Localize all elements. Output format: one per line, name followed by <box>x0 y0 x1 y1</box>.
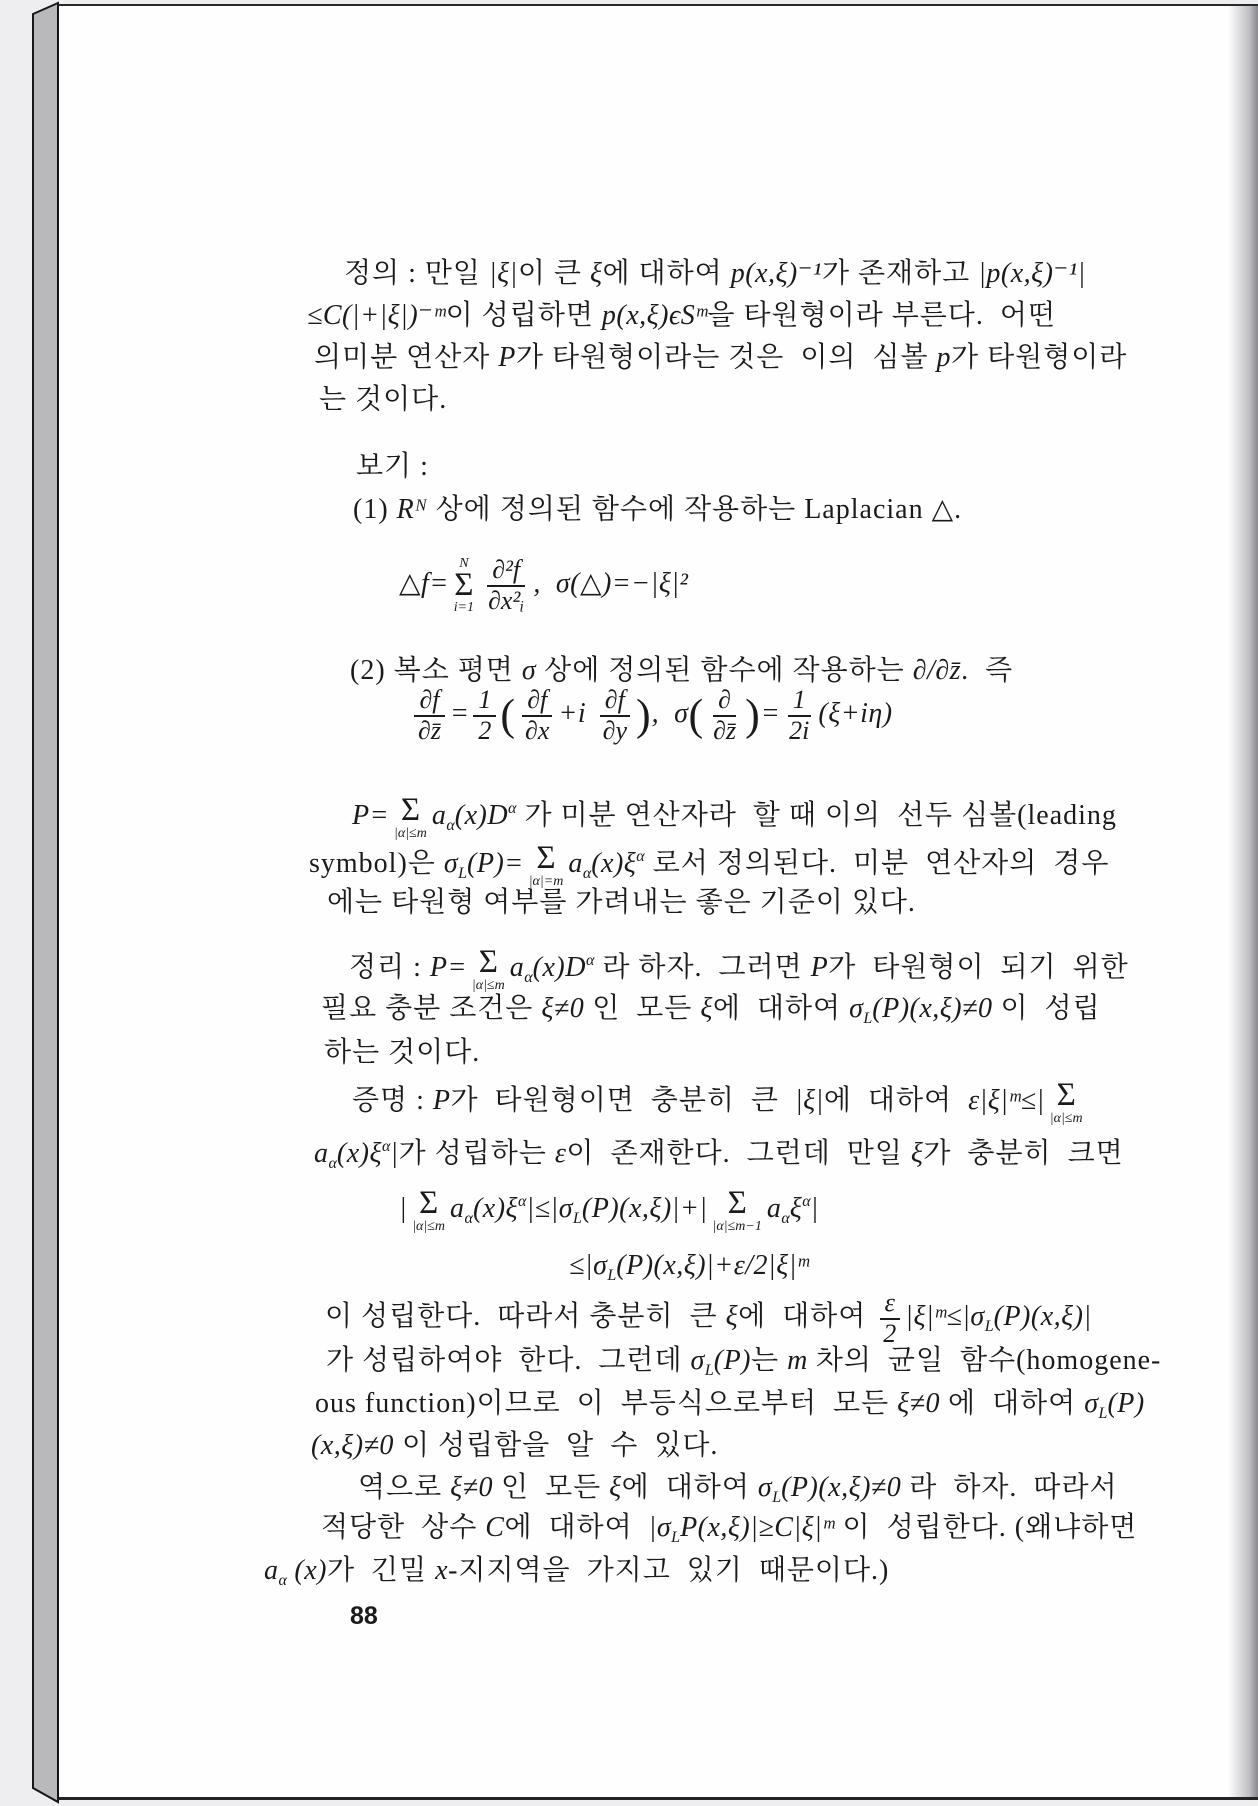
math-run: σ <box>521 655 537 686</box>
math-run: ξ <box>700 993 713 1024</box>
math-run: ∂/∂z̄ <box>912 655 962 686</box>
math-run: (P)(x,ξ)≠0 <box>781 1472 902 1503</box>
sum-lower-limit: |α|≤m <box>412 1218 446 1234</box>
math-sum <box>454 557 474 615</box>
fraction-numerator: ∂f <box>522 686 552 717</box>
math-run: (P)(x,ξ)|+ε/2|ξ|ᵐ <box>616 1250 810 1281</box>
proof-cont-line-2: 가 성립하여야 한다. 그런데 $\sigma_L(P)$는 m 차의 균일 함수(homogene- <box>326 1345 1162 1379</box>
math-subscript: L <box>1098 1405 1108 1422</box>
math-run: ξ≠0 <box>541 993 585 1024</box>
math-run: (P)(x,ξ)| <box>993 1301 1092 1333</box>
math-run: P= <box>352 800 389 831</box>
sigma-symbol: Σ <box>727 1185 747 1222</box>
examples-heading: 보기 : <box>356 451 429 482</box>
math-run: ξ≠0 <box>450 1472 494 1503</box>
fraction-denominator: ∂z̄ <box>418 715 441 745</box>
math-run: = <box>760 698 781 729</box>
fraction-numerator: ∂f <box>600 686 630 717</box>
fraction-numerator: ∂f <box>414 686 444 717</box>
math-run: | <box>810 1193 819 1224</box>
proof-cont-line-4: (x,ξ)≠0 이 성립함을 알 수 있다. <box>311 1430 719 1461</box>
fraction-numerator: 1 <box>788 686 811 717</box>
inequality-line-1 <box>399 1162 819 1242</box>
sum-lower-limit: i=1 <box>453 600 475 616</box>
math-fraction <box>708 686 741 745</box>
dbar-formula <box>409 674 893 754</box>
sigma-symbol: Σ <box>419 1185 439 1222</box>
math-run: a <box>264 1555 279 1586</box>
math-run: P(x,ξ)|≥C|ξ|ᵐ <box>680 1512 835 1543</box>
math-run: P <box>432 1085 451 1116</box>
math-run: a <box>766 1193 782 1224</box>
math-subscript: L <box>772 1489 782 1506</box>
definition-line-4: 는 것이다. <box>319 384 448 415</box>
inequality-line-2 <box>569 1242 809 1290</box>
math-run: |ξ| <box>488 258 518 289</box>
page-curl-shadow <box>1228 6 1258 1797</box>
math-superscript: α <box>508 800 517 817</box>
leading-symbol-line-2: symbol)은 $\sigma_L(P)=$ Σ |α|=m $a_\alpha(x)\xi^\alpha$ 로서 정의된다. 미분 연산자의 경우 <box>309 840 1110 889</box>
theorem-line-3: 하는 것이다. <box>324 1037 481 1068</box>
math-subscript: L <box>984 1318 994 1336</box>
fraction-denominator: ∂x <box>525 715 550 745</box>
sum-lower-limit: |α|≤m <box>471 977 505 993</box>
definition-line-3: 의미분 연산자 P가 타원형이라는 것은 이의 심볼 p가 타원형이라 <box>314 342 1128 373</box>
leading-symbol-line-1: P= Σ |α|≤m $a_\alpha(x)D^\alpha$ 가 미분 연산자라 할 때 이의 선두 심볼(leading <box>352 792 1117 841</box>
math-run: , σ(△)=−|ξ|² <box>533 568 689 599</box>
leading-symbol-line-3: 에는 타원형 여부를 가려내는 좋은 기준이 있다. <box>327 887 916 918</box>
math-subscript: α <box>464 1210 473 1227</box>
fraction-numerator: 1 <box>473 686 496 717</box>
math-run: ξ≠0 <box>897 1388 941 1419</box>
page-number: 88 <box>350 1602 378 1630</box>
math-run: p(x,ξ)⁻¹ <box>730 258 822 289</box>
math-run: (x)D <box>454 800 509 831</box>
converse-line-1: 역으로 ξ≠0 인 모든 ξ에 대하여 $\sigma_L(P)(x,\xi)\ne 0$ 라 하자. 따라서 <box>358 1472 1118 1506</box>
sigma-symbol: Σ <box>536 840 556 877</box>
scanned-page <box>57 4 1258 1800</box>
math-run: σ <box>690 1345 705 1376</box>
math-run: P= <box>429 952 467 983</box>
sigma-symbol: Σ <box>400 792 421 829</box>
big-paren: ( <box>500 690 517 740</box>
math-run: P <box>498 342 516 373</box>
math-run: σ <box>1084 1388 1099 1419</box>
math-run: a <box>314 1138 329 1169</box>
math-run: (x)ξ <box>472 1193 519 1224</box>
math-run: (P)(x,ξ)≠0 <box>872 993 993 1024</box>
math-run: p(x,ξ)ϵSᵐ <box>601 300 708 331</box>
math-run: (P)(x,ξ)|+| <box>581 1193 708 1224</box>
math-run: ≤C(|+|ξ|)⁻ᵐ <box>307 300 446 331</box>
math-run: (x) <box>286 1555 327 1586</box>
fraction-denominator: 2 <box>478 715 492 745</box>
math-superscript: α <box>802 1193 811 1210</box>
math-run: ξ <box>910 1138 924 1169</box>
math-run: |σ <box>648 1512 672 1543</box>
math-run: (x)D <box>532 952 586 983</box>
math-subscript: L <box>458 865 468 882</box>
math-run: ε|ξ|ᵐ≤| <box>968 1085 1045 1116</box>
math-run: (P) <box>1107 1388 1145 1419</box>
math-run: ξ <box>609 1472 622 1503</box>
sum-lower-limit: |α|≤m <box>394 825 427 841</box>
math-run: σ <box>849 993 864 1024</box>
math-fraction <box>520 686 554 745</box>
math-run: ≤|σ <box>569 1250 608 1281</box>
fraction-denominator: ∂x²ᵢ <box>488 585 525 615</box>
math-run: x <box>435 1555 449 1586</box>
math-run: |ξ|ᵐ≤|σ <box>905 1301 985 1333</box>
example-2-line: (2) 복소 평면 σ 상에 정의된 함수에 작용하는 ∂/∂z̄. 즉 <box>350 655 1014 686</box>
math-subscript: α <box>328 1155 337 1172</box>
math-run: (x)ξ <box>591 848 637 879</box>
math-sum <box>412 1185 446 1234</box>
math-run: p <box>936 342 952 373</box>
sum-upper-limit: N <box>459 555 469 571</box>
math-run: a <box>568 848 583 879</box>
theorem-line-1: 정리 : P= Σ |α|≤m $a_\alpha(x)D^\alpha$ 라 하자. 그러면 P가 타원형이 되기 위한 <box>349 944 1129 993</box>
sigma-symbol: Σ <box>1056 1077 1076 1114</box>
sum-lower-limit: |α|≤m−1 <box>712 1218 762 1234</box>
math-run: a <box>431 800 447 831</box>
proof-cont-line-1: 이 성립한다. 따라서 충분히 큰 ξ에 대하여 $\frac{\varepsilon}{2}$ $|\xi|ᵐ\le|\sigma_L(P)(x,\xi)|$ <box>325 1288 1092 1348</box>
math-run: a <box>450 1193 465 1224</box>
converse-line-2: 적당한 상수 C에 대하여 $|\sigma_LP(x,\xi)|\ge C|\xi|ᵐ$ 이 성립한다. (왜냐하면 <box>321 1512 1138 1546</box>
math-superscript: α <box>636 848 645 865</box>
math-run: σ <box>757 1472 773 1503</box>
math-run: σ <box>443 848 459 879</box>
math-run: (x,ξ)≠0 <box>311 1430 394 1461</box>
math-sum <box>712 1185 762 1234</box>
math-run: (P) <box>713 1345 752 1376</box>
math-subscript: L <box>607 1267 617 1284</box>
fraction-numerator: ∂²f <box>487 556 525 587</box>
proof-cont-line-3: ous function)이므로 이 부등식으로부터 모든 ξ≠0 에 대하여 $\sigma_L(P)$ <box>315 1388 1145 1422</box>
big-paren: ( <box>688 690 705 740</box>
theorem-line-2: 필요 충분 조건은 ξ≠0 인 모든 ξ에 대하여 $\sigma_L(P)(x,\xi)\ne 0$ 이 성립 <box>321 993 1101 1027</box>
sum-lower-limit: |α|≤m <box>1049 1110 1083 1126</box>
math-fraction <box>473 686 496 745</box>
math-run: ε <box>554 1138 567 1169</box>
laplacian-formula <box>399 544 688 624</box>
definition-line-1: 정의 : 만일 |ξ|이 큰 ξ에 대하여 p(x,ξ)⁻¹가 존재하고 |p(x,ξ)⁻¹| <box>344 258 1086 289</box>
math-run: | <box>390 1138 399 1169</box>
math-run: ξ <box>589 258 603 289</box>
math-subscript: α <box>446 817 455 834</box>
math-superscript: α <box>381 1138 391 1155</box>
sigma-symbol: Σ <box>478 944 498 981</box>
math-run: C <box>485 1512 505 1543</box>
math-run: m <box>787 1345 808 1376</box>
math-subscript: α <box>781 1210 790 1227</box>
math-run: |≤|σ <box>526 1193 574 1224</box>
math-run: = <box>449 698 470 729</box>
math-subscript: L <box>863 1010 873 1027</box>
math-run: ξ <box>789 1193 803 1224</box>
example-1-line: (1) Rᴺ 상에 정의된 함수에 작용하는 Laplacian △. <box>353 494 963 525</box>
math-superscript: α <box>518 1193 527 1210</box>
math-subscript: L <box>573 1210 582 1227</box>
math-subscript: α <box>278 1572 287 1589</box>
fraction-denominator: 2i <box>789 715 810 745</box>
math-run: Rᴺ <box>396 494 428 525</box>
math-fraction <box>413 686 446 745</box>
math-fraction <box>598 686 632 745</box>
math-fraction <box>483 556 529 615</box>
definition-line-2: ≤C(|+|ξ|)⁻ᵐ이 성립하면 p(x,ξ)ϵSᵐ을 타원형이라 부른다. 어떤 <box>307 300 1056 331</box>
math-run: , σ <box>651 698 689 729</box>
math-run: △f= <box>399 568 449 599</box>
fraction-denominator: ∂z̄ <box>713 715 737 745</box>
converse-line-3: $a_\alpha$ (x)가 긴밀 x-지지역을 가지고 있기 때문이다.) <box>264 1555 890 1589</box>
sum-lower-limit: |α|=m <box>528 873 564 889</box>
math-run: | <box>399 1193 408 1224</box>
math-subscript: α <box>524 969 533 986</box>
math-run: P <box>810 952 829 983</box>
math-run: (x)ξ <box>336 1138 382 1169</box>
math-run: (ξ+iη) <box>818 698 893 729</box>
math-subscript: α <box>582 865 592 882</box>
math-subscript: L <box>704 1362 714 1379</box>
math-fraction <box>784 686 814 745</box>
math-superscript: α <box>585 952 595 969</box>
math-sum <box>1049 1077 1083 1126</box>
math-run: ξ <box>725 1301 739 1333</box>
math-run: (P)= <box>467 848 524 879</box>
math-run: a <box>509 952 525 983</box>
proof-line-2: $a_\alpha(x)\xi^\alpha|$가 성립하는 ε이 존재한다. 그런데 만일 ξ가 충분히 크면 <box>314 1138 1124 1172</box>
big-paren: ) <box>745 690 761 740</box>
math-run: |ξ| <box>794 1085 824 1116</box>
sigma-symbol: Σ <box>454 566 474 603</box>
math-subscript: L <box>671 1529 681 1546</box>
big-paren: ) <box>636 690 652 740</box>
fraction-denominator: 2 <box>883 1318 897 1348</box>
math-run: |p(x,ξ)⁻¹| <box>978 258 1086 289</box>
math-run: +i <box>558 698 594 729</box>
fraction-numerator: ε <box>880 1289 900 1320</box>
fraction-denominator: ∂y <box>602 715 627 745</box>
fraction-numerator: ∂ <box>713 686 736 717</box>
proof-line-1: 증명 : P가 타원형이면 충분히 큰 |ξ|에 대하여 ε|ξ|ᵐ≤| Σ |α|≤m <box>352 1077 1083 1126</box>
